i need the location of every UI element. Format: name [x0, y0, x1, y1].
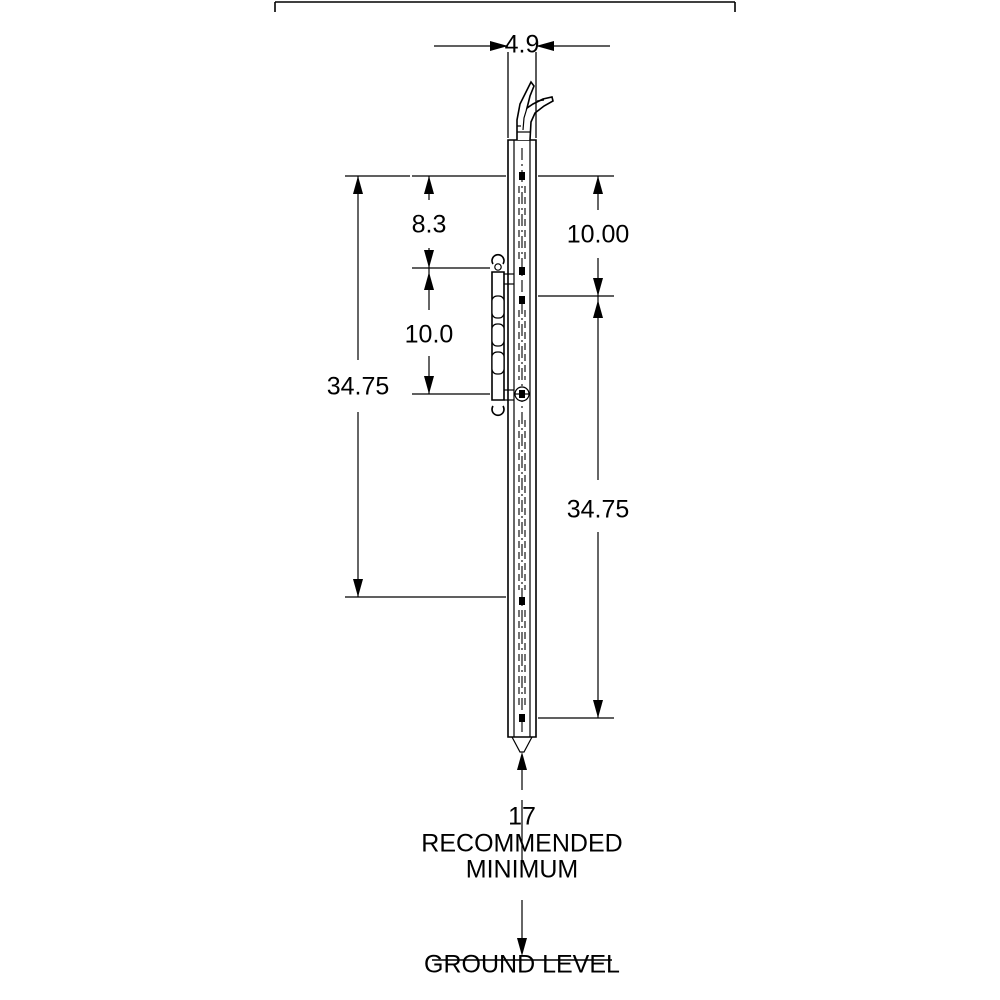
dimension-value-10-0: 10.0 — [404, 320, 454, 349]
dimension-value-8-3: 8.3 — [411, 210, 447, 239]
dimension-value-17: 17 — [508, 802, 536, 831]
dimension-10-0 — [405, 268, 490, 394]
dimension-value-4-9: 4.9 — [504, 30, 540, 59]
ground-level-callout — [421, 752, 622, 979]
dimension-10-00-right — [538, 176, 629, 296]
dimension-value-34-75-right: 34.75 — [566, 495, 630, 524]
note-minimum: MINIMUM — [465, 855, 579, 884]
post-body — [508, 140, 536, 752]
post-top-hook — [517, 82, 553, 140]
dimension-34-75-right — [538, 296, 629, 718]
note-ground-level: GROUND LEVEL — [424, 950, 620, 979]
border-frame — [275, 2, 735, 12]
dimension-8-3 — [412, 176, 506, 268]
dimension-value-34-75-left: 34.75 — [326, 372, 390, 401]
dimension-34-75-left — [327, 176, 506, 597]
note-recommended: RECOMMENDED — [421, 829, 623, 858]
dimension-value-10-00: 10.00 — [566, 220, 630, 249]
